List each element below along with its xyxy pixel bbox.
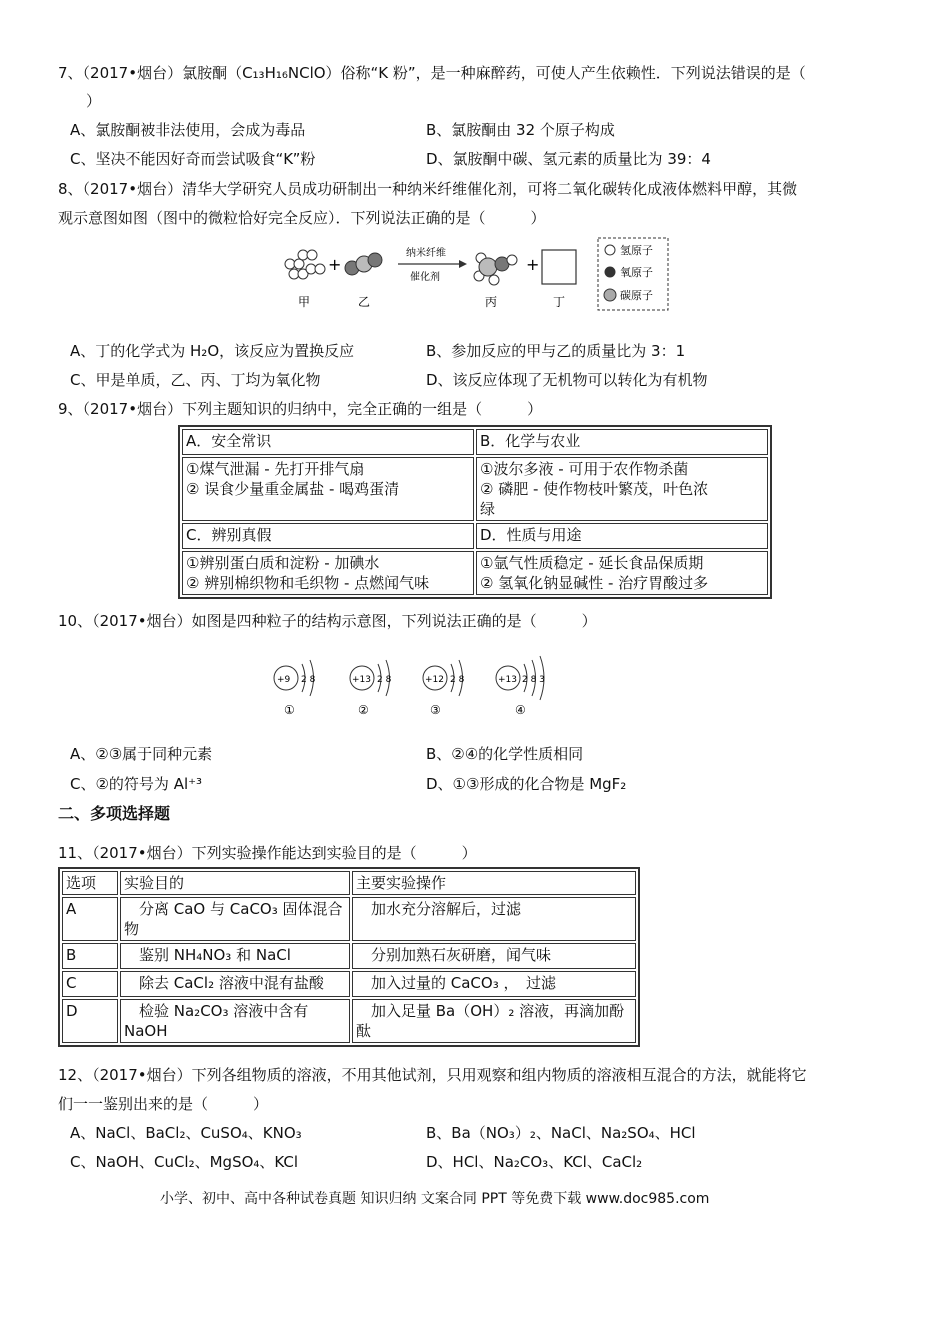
q10-particle-diagrams — [270, 648, 570, 720]
label-bing: 丙 — [485, 295, 498, 309]
particle-3 — [423, 660, 465, 717]
label-jia: 甲 — [298, 295, 311, 309]
q9-table — [178, 425, 772, 599]
arrow-top-label: 纳米纤维 — [406, 248, 446, 259]
particle-3-shells: 2 8 — [450, 675, 465, 685]
particle-1-shells: 2 8 — [301, 675, 316, 685]
label-yi: 乙 — [358, 295, 371, 309]
q9-cell-c-title: C．辨别真假 — [182, 523, 474, 549]
q11-header-operation: 主要实验操作 — [352, 871, 636, 895]
q7-option-d: D、氯胺酮中碳、氢元素的质量比为 39：4 — [426, 150, 711, 168]
q9-cell-a-title: A．安全常识 — [182, 429, 474, 455]
q11-row-d-purpose: 检验 Na₂CO₃ 溶液中含有 NaOH — [120, 999, 350, 1043]
q8-stem-line1: 8、（2017•烟台）清华大学研究人员成功研制出一种纳米纤维催化剂，可将二氧化碳转化成液体燃料甲醇，其微 — [58, 180, 798, 198]
particle-2-shells: 2 8 — [377, 675, 392, 685]
legend-hydrogen-icon — [605, 245, 615, 255]
particle-4-shells: 2 8 3 — [522, 675, 545, 685]
q7-stem-line2: ） — [86, 92, 102, 110]
q9-cell-a-content: ①煤气泄漏 - 先打开排气扇 ② 误食少量重金属盐 - 喝鸡蛋清 — [182, 457, 474, 521]
reactant-jia-molecules — [285, 250, 325, 279]
q12-option-c: C、NaOH、CuCl₂、MgSO₄、KCl — [70, 1153, 299, 1171]
q12-stem-line1: 12、（2017•烟台）下列各组物质的溶液，不用其他试剂，只用观察和组内物质的溶液相互混合的方法，就能将它 — [58, 1066, 807, 1084]
particle-2-nucleus: +13 — [352, 675, 371, 685]
q11-header-option: 选项 — [62, 871, 118, 895]
q11-row-b-operation: 分别加熟石灰研磨，闻气味 — [352, 943, 636, 969]
q10-option-d: D、①③形成的化合物是 MgF₂ — [426, 775, 627, 793]
arrow-bottom-label: 催化剂 — [410, 272, 440, 283]
legend-carbon-icon — [604, 289, 616, 301]
particle-4 — [496, 656, 545, 717]
particle-1-label: ① — [284, 703, 295, 717]
particle-3-label: ③ — [430, 703, 441, 717]
q8-option-d: D、该反应体现了无机物可以转化为有机物 — [426, 371, 708, 389]
q8-option-a: A、丁的化学式为 H₂O，该反应为置换反应 — [70, 342, 355, 360]
q9-cell-b-content: ①波尔多液 - 可用于农作物杀菌 ② 磷肥 - 使作物枝叶繁茂，叶色浓 绿 — [476, 457, 768, 521]
q9-stem: 9、（2017•烟台）下列主题知识的归纳中，完全正确的一组是（ ） — [58, 400, 543, 418]
product-bing-molecule — [474, 253, 517, 285]
q12-option-a: A、NaCl、BaCl₂、CuSO₄、KNO₃ — [70, 1124, 302, 1142]
q7-option-b: B、氯胺酮由 32 个原子构成 — [426, 121, 615, 139]
q7-stem-line1: 7、（2017•烟台）氯胺酮（C₁₃H₁₆NClO）俗称“K 粉”，是一种麻醉药，可使人产生依赖性．下列说法错误的是（ — [58, 64, 806, 82]
legend-oxygen-label: 氧原子 — [620, 266, 653, 279]
q8-option-b: B、参加反应的甲与乙的质量比为 3：1 — [426, 342, 686, 360]
q12-stem-line2: 们一一鉴别出来的是（ ） — [58, 1095, 269, 1113]
legend-oxygen-icon — [605, 267, 615, 277]
legend-hydrogen-label: 氢原子 — [620, 244, 653, 257]
q8-reaction-diagram — [276, 236, 676, 312]
q12-option-b: B、Ba（NO₃）₂、NaCl、Na₂SO₄、HCl — [426, 1124, 696, 1142]
q9-cell-b-title: B．化学与农业 — [476, 429, 768, 455]
particle-4-nucleus: +13 — [498, 675, 517, 685]
particle-4-label: ④ — [515, 703, 526, 717]
plus-sign-1: + — [328, 255, 342, 274]
q10-option-a: A、②③属于同种元素 — [70, 745, 213, 763]
q11-row-a-purpose: 分离 CaO 与 CaCO₃ 固体混合 物 — [120, 897, 350, 941]
section-heading: 二、多项选择题 — [58, 804, 171, 823]
q10-option-b: B、②④的化学性质相同 — [426, 745, 584, 763]
q11-row-c-option: C — [62, 971, 118, 997]
q11-row-c-purpose: 除去 CaCl₂ 溶液中混有盐酸 — [120, 971, 350, 997]
q11-stem: 11、（2017•烟台）下列实验操作能达到实验目的是（ ） — [58, 844, 477, 862]
q9-cell-d-title: D．性质与用途 — [476, 523, 768, 549]
product-ding-box — [542, 250, 576, 284]
q9-cell-d-content: ①氩气性质稳定 - 延长食品保质期 ② 氢氧化钠显碱性 - 治疗胃酸过多 — [476, 551, 768, 595]
particle-2 — [350, 660, 392, 717]
q11-row-a-operation: 加水充分溶解后，过滤 — [352, 897, 636, 941]
q11-table — [58, 867, 640, 1047]
q11-header-purpose: 实验目的 — [120, 871, 350, 895]
q11-row-b-option: B — [62, 943, 118, 969]
legend-carbon-label: 碳原子 — [620, 289, 653, 302]
q8-option-c: C、甲是单质，乙、丙、丁均为氧化物 — [70, 371, 321, 389]
q11-row-a-option: A — [62, 897, 118, 941]
q7-option-c: C、坚决不能因好奇而尝试吸食“K”粉 — [70, 150, 316, 168]
particle-1 — [274, 660, 316, 717]
particle-3-nucleus: +12 — [425, 675, 444, 685]
particle-1-nucleus: +9 — [277, 675, 291, 685]
reactant-yi-molecule — [345, 253, 382, 275]
page-footer: 小学、初中、高中各种试卷真题 知识归纳 文案合同 PPT 等免费下载 www.doc985.com — [160, 1191, 710, 1207]
q11-row-c-operation: 加入过量的 CaCO₃ ， 过滤 — [352, 971, 636, 997]
q8-stem-line2: 观示意图如图（图中的微粒恰好完全反应）．下列说法正确的是（ ） — [58, 209, 546, 227]
particle-2-label: ② — [358, 703, 369, 717]
label-ding: 丁 — [553, 295, 566, 309]
q10-option-c: C、②的符号为 Al⁺³ — [70, 775, 203, 793]
q11-row-b-purpose: 鉴别 NH₄NO₃ 和 NaCl — [120, 943, 350, 969]
q11-row-d-option: D — [62, 999, 118, 1043]
plus-sign-2: + — [526, 255, 540, 274]
q11-row-d-operation: 加入足量 Ba（OH）₂ 溶液，再滴加酚 酞 — [352, 999, 636, 1043]
q12-option-d: D、HCl、Na₂CO₃、KCl、CaCl₂ — [426, 1153, 643, 1171]
q10-stem: 10、（2017•烟台）如图是四种粒子的结构示意图，下列说法正确的是（ ） — [58, 612, 597, 630]
q7-option-a: A、氯胺酮被非法使用，会成为毒品 — [70, 121, 306, 139]
q9-cell-c-content: ①辨别蛋白质和淀粉 - 加碘水 ② 辨别棉织物和毛织物 - 点燃闻气味 — [182, 551, 474, 595]
